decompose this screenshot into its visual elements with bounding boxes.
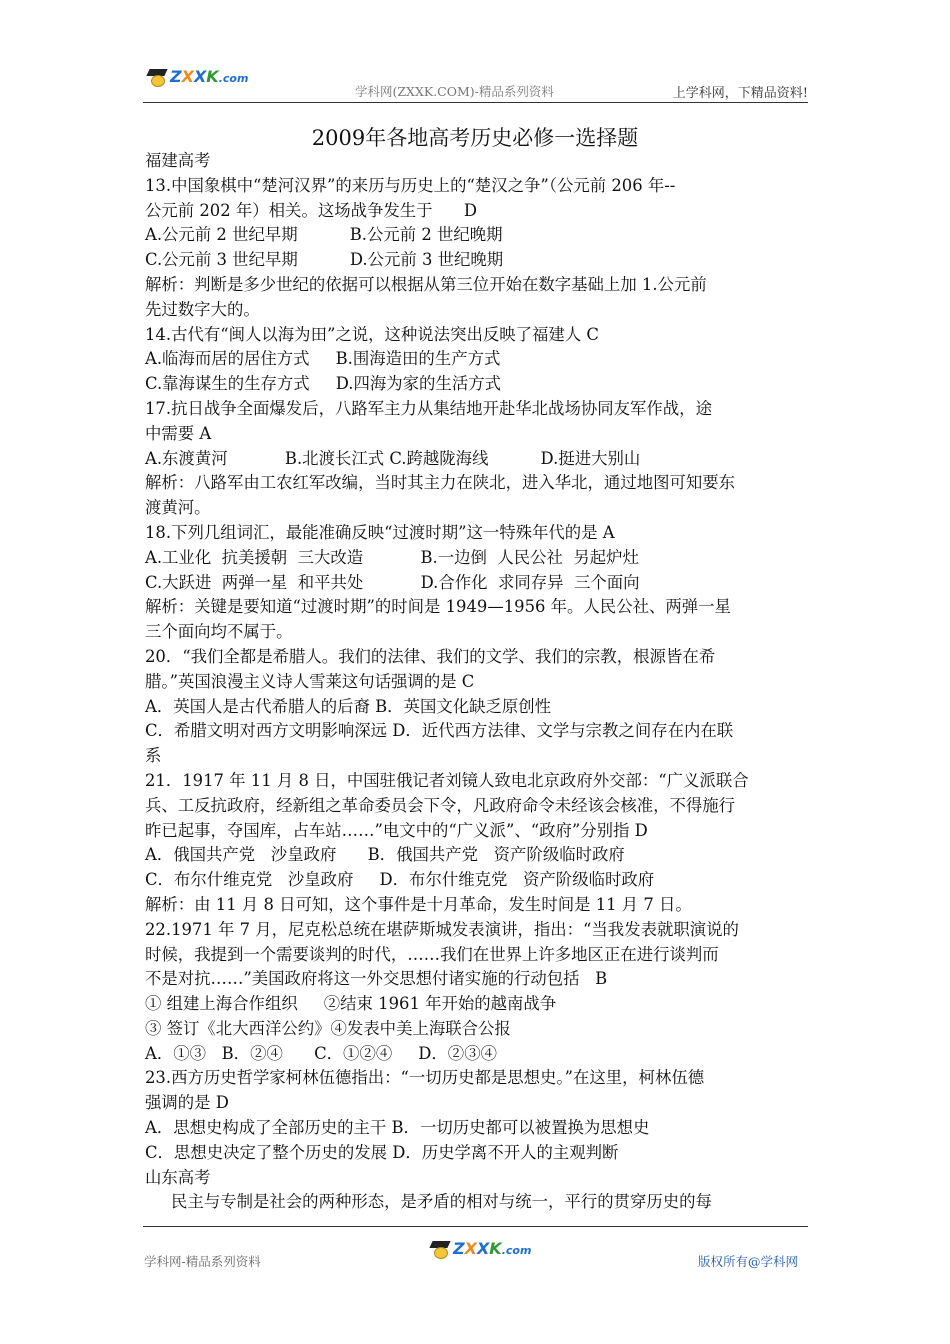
text-line: 17.抗日战争全面爆发后，八路军主力从集结地开赴华北战场协同友军作战，途 (145, 398, 712, 418)
text-line: 系 (145, 746, 162, 766)
page-title: 2009年各地高考历史必修一选择题 (311, 126, 639, 150)
text-line: 18.下列几组词汇，最能准确反映“过渡时期”这一特殊年代的是 A (145, 522, 615, 542)
text-line: A．思想史构成了全部历史的主干 B．一切历史都可以被置换为思想史 (145, 1118, 650, 1138)
text-line: A.临海而居的居住方式 B.围海造田的生产方式 (145, 349, 501, 369)
text-line: 福建高考 (145, 151, 211, 170)
text-line: 14.古代有“闽人以海为田”之说，这种说法突出反映了福建人 C (145, 324, 599, 344)
header-center-text: 学科网(ZXXK.COM)-精品系列资料 (355, 84, 554, 99)
mascot-icon (430, 1241, 452, 1257)
text-line: 腊。”英国浪漫主义诗人雪莱这句话强调的是 C (145, 671, 475, 691)
text-line: 23.西方历史哲学家柯林伍德指出：“一切历史都是思想史。”在这里，柯林伍德 (145, 1068, 705, 1088)
text-line: A.工业化 抗美援朝 三大改造 B.一边倒 人民公社 另起炉灶 (145, 547, 639, 567)
text-line: 20．“我们全都是希腊人。我们的法律、我们的文学、我们的宗教，根源皆在希 (145, 646, 716, 666)
text-line: C.靠海谋生的生存方式 D.四海为家的生活方式 (145, 374, 502, 394)
text-line: C.大跃进 两弹一星 和平共处 D.合作化 求同存异 三个面向 (145, 572, 640, 592)
text-line: 时候，我提到一个需要谈判的时代，……我们在世界上许多地区正在进行谈判而 (145, 944, 719, 964)
text-line: 昨已起事，夺国库，占车站……”电文中的“广义派”、“政府”分别指 D (145, 820, 648, 840)
footer-right-text: 版权所有@学科网 (697, 1254, 798, 1269)
text-line: A.东渡黄河 B.北渡长江式 C.跨越陇海线 D.挺进大别山 (145, 448, 641, 468)
footer-left-text: 学科网-精品系列资料 (144, 1254, 261, 1269)
text-line: 民主与专制是社会的两种形态，是矛盾的相对与统一，平行的贯穿历史的每 (145, 1192, 712, 1212)
header-right-text: 上学科网，下精品资料! (672, 86, 808, 101)
text-line: A．①③ B．②④ C．①②④ D．②③④ (145, 1043, 497, 1063)
header-logo (147, 67, 248, 86)
text-line: 解析：判断是多少世纪的依据可以根据从第三位开始在数字基础上加 1.公元前 (145, 274, 707, 294)
footer-logo (430, 1239, 531, 1258)
text-line: 解析：八路军由工农红军改编，当时其主力在陕北，进入华北，通过地图可知要东 (145, 473, 736, 493)
text-line: 不是对抗……”美国政府将这一外交思想付诸实施的行动包括 B (145, 969, 608, 989)
text-line: 公元前 202 年）相关。这场战争发生于 D (145, 200, 477, 220)
text-line: C．布尔什维克党 沙皇政府 D．布尔什维克党 资产阶级临时政府 (145, 870, 655, 890)
text-line: 强调的是 D (145, 1093, 229, 1113)
text-line: 渡黄河。 (145, 498, 211, 518)
text-line: A.公元前 2 世纪早期 B.公元前 2 世纪晚期 (145, 225, 503, 245)
text-line: 解析：关键是要知道“过渡时期”的时间是 1949—1956 年。人民公社、两弹一星 (145, 597, 731, 617)
text-line: ③ 签订《北大西洋公约》④发表中美上海联合公报 (145, 1018, 511, 1038)
text-line: A．英国人是古代希腊人的后裔 B．英国文化缺乏原创性 (145, 696, 552, 716)
page-footer (143, 1226, 808, 1267)
text-line: 山东高考 (145, 1167, 211, 1187)
text-line: 21．1917 年 11 月 8 日，中国驻俄记者刘镜人致电北京政府外交部：“广义派联合 (145, 770, 749, 790)
text-line: A．俄国共产党 沙皇政府 B．俄国共产党 资产阶级临时政府 (145, 845, 625, 865)
text-line: 13.中国象棋中“楚河汉界”的来历与历史上的“楚汉之争”（公元前 206 年-- (145, 175, 676, 195)
page-header (143, 66, 808, 103)
text-line: 三个面向均不属于。 (145, 622, 293, 642)
logo-text: ZXXK.com (453, 1239, 532, 1258)
text-line: C．思想史决定了整个历史的发展 D．历史学离不开人的主观判断 (145, 1142, 619, 1162)
text-line: ① 组建上海合作组织 ②结束 1961 年开始的越南战争 (145, 994, 557, 1014)
text-line: C．希腊文明对西方文明影响深远 D．近代西方法律、文学与宗教之间存在内在联 (145, 721, 734, 741)
mascot-icon (147, 69, 169, 85)
text-line: 先过数字大的。 (145, 299, 260, 319)
text-line: 22.1971 年 7 月，尼克松总统在堪萨斯城发表演讲，指出：“当我发表就职演说的 (145, 919, 739, 939)
logo-text: ZXXK.com (170, 67, 249, 86)
document-body (145, 149, 815, 1215)
text-line: 兵、工反抗政府，经新组之革命委员会下令，凡政府命令未经该会核准，不得施行 (145, 795, 736, 815)
text-line: 中需要 A (145, 423, 212, 443)
text-line: 解析：由 11 月 8 日可知，这个事件是十月革命，发生时间是 11 月 7 日。 (145, 894, 692, 914)
text-line: C.公元前 3 世纪早期 D.公元前 3 世纪晚期 (145, 250, 504, 270)
